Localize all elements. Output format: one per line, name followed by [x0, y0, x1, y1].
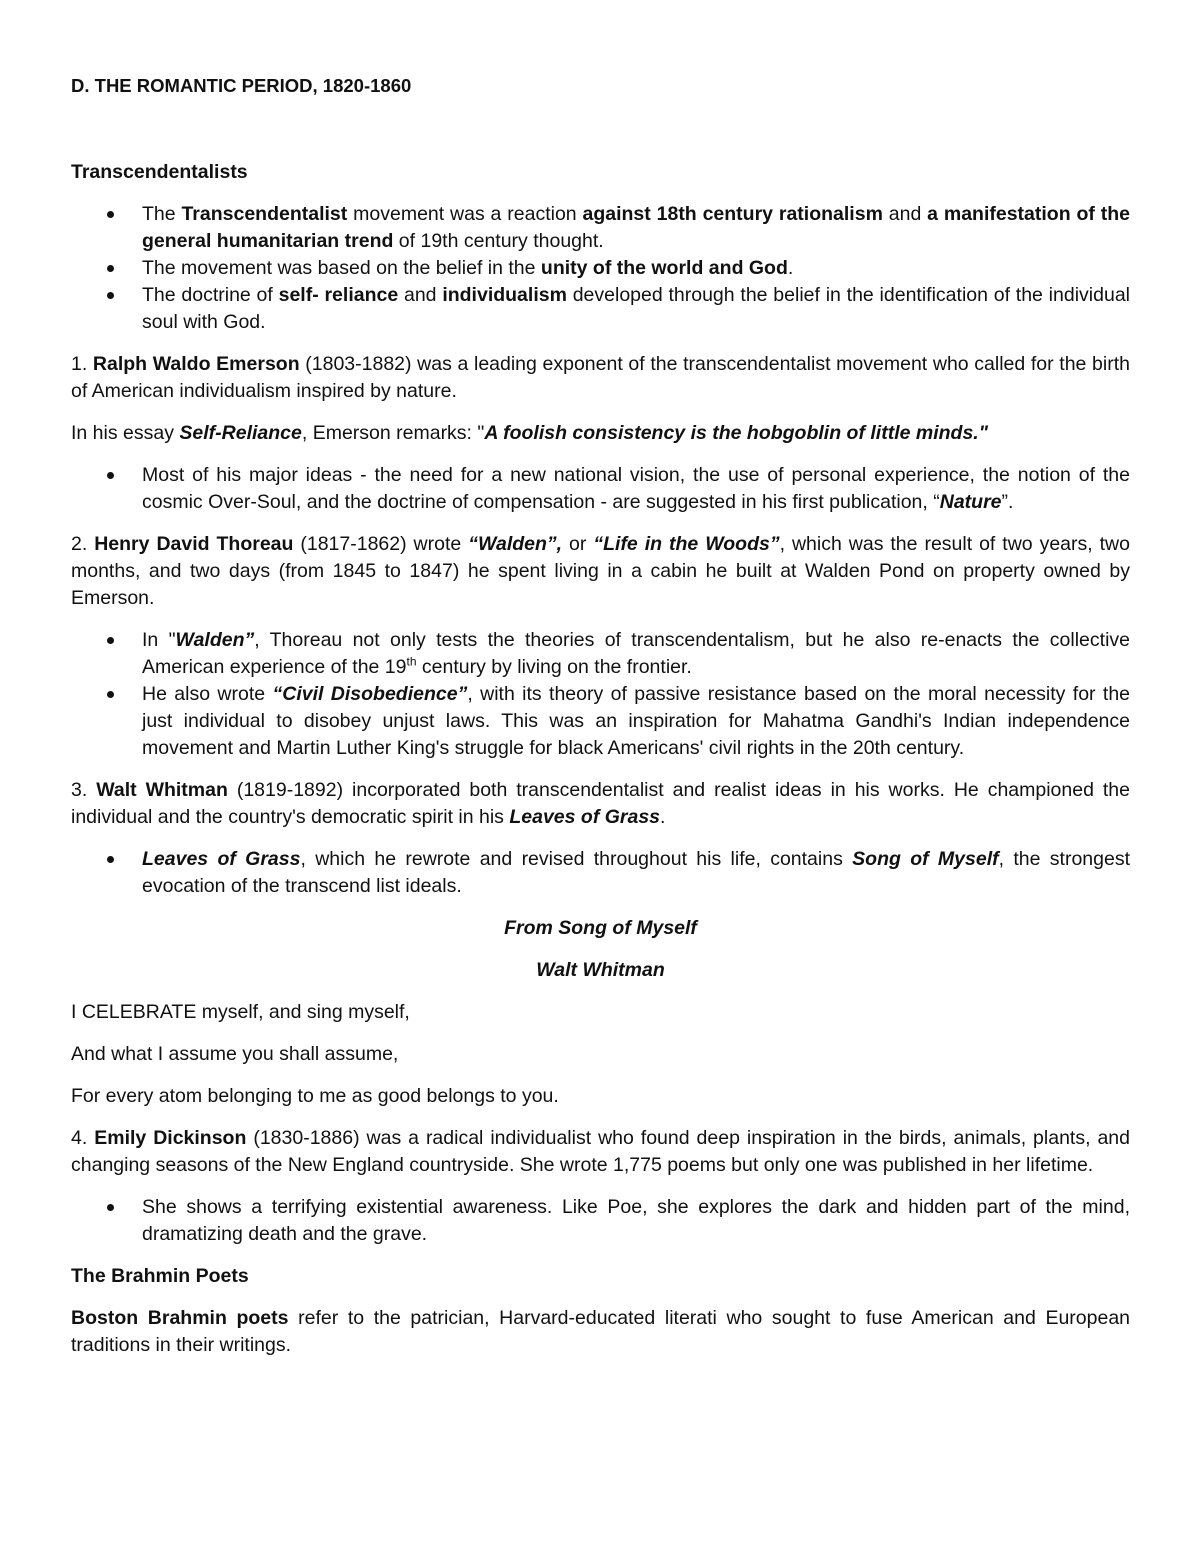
- emerson-quote: In his essay Self-Reliance, Emerson remarks: "A foolish consistency is the hobgoblin of little minds.": [71, 422, 988, 444]
- bullet-icon: [107, 1204, 114, 1211]
- bullet-icon: [107, 211, 114, 218]
- section-heading-transcendentalists: Transcendentalists: [71, 161, 248, 183]
- bullet-icon: [107, 856, 114, 863]
- section-heading-brahmin: The Brahmin Poets: [71, 1265, 249, 1287]
- poem-line: For every atom belonging to me as good belongs to you.: [71, 1085, 559, 1107]
- thoreau-paragraph: 2. Henry David Thoreau (1817-1862) wrote “Walden”, or “Life in the Woods”, which was the result of two years, two months, and two days (from 1845 to 1847) he spent living in a cabin he built at Walden Pond on property owned by Emerson.: [71, 533, 1130, 609]
- bullet-icon: [107, 292, 114, 299]
- whitman-list: [71, 846, 1130, 900]
- bullet-icon: [107, 691, 114, 698]
- poem-author: Walt Whitman: [536, 959, 665, 981]
- transcendentalists-list: [71, 201, 1130, 336]
- dickinson-list: [71, 1194, 1130, 1248]
- dickinson-paragraph: 4. Emily Dickinson (1830-1886) was a radical individualist who found deep inspiration in the birds, animals, plants, and changing seasons of the New England countryside. She wrote 1,775 poems but only one was published in her lifetime.: [71, 1127, 1130, 1176]
- poem-line: And what I assume you shall assume,: [71, 1043, 399, 1065]
- bullet-icon: [107, 265, 114, 272]
- list-item: She shows a terrifying existential awareness. Like Poe, she explores the dark and hidden part of the mind, dramatizing death and the grave.: [71, 1194, 1130, 1248]
- poem-title: From Song of Myself: [504, 917, 697, 939]
- emerson-paragraph: 1. Ralph Waldo Emerson (1803-1882) was a leading exponent of the transcendentalist movement who called for the birth of American individualism inspired by nature.: [71, 353, 1130, 402]
- emerson-list: [71, 462, 1130, 516]
- bullet-icon: [107, 472, 114, 479]
- list-item: The Transcendentalist movement was a reaction against 18th century rationalism and a manifestation of the general humanitarian trend of 19th century thought.: [71, 201, 1130, 255]
- list-item: The movement was based on the belief in the unity of the world and God.: [71, 255, 1130, 282]
- list-item: He also wrote “Civil Disobedience”, with its theory of passive resistance based on the moral necessity for the just individual to disobey unjust laws. This was an inspiration for Mahatma Gandhi's Indian independence movement and Martin Luther King's struggle for black Americans' civil rights in the 20th century.: [71, 681, 1130, 762]
- whitman-paragraph: 3. Walt Whitman (1819-1892) incorporated both transcendentalist and realist ideas in his works. He championed the individual and the country's democratic spirit in his Leaves of Grass.: [71, 779, 1130, 828]
- page-title: D. THE ROMANTIC PERIOD, 1820-1860: [71, 75, 412, 96]
- brahmin-paragraph: Boston Brahmin poets refer to the patrician, Harvard-educated literati who sought to fuse American and European traditions in their writings.: [71, 1307, 1131, 1356]
- list-item: Leaves of Grass, which he rewrote and revised throughout his life, contains Song of Myself, the strongest evocation of the transcend list ideals.: [71, 846, 1130, 900]
- thoreau-list: [71, 627, 1130, 762]
- list-item: The doctrine of self- reliance and individualism developed through the belief in the identification of the individual soul with God.: [71, 282, 1130, 336]
- bullet-icon: [107, 637, 114, 644]
- poem-line: I CELEBRATE myself, and sing myself,: [71, 1001, 410, 1023]
- list-item: Most of his major ideas - the need for a new national vision, the use of personal experience, the notion of the cosmic Over-Soul, and the doctrine of compensation - are suggested in his first publication, “Nature”.: [71, 462, 1130, 516]
- list-item: In "Walden”, Thoreau not only tests the theories of transcendentalism, but he also re-enacts the collective American experience of the 19th century by living on the frontier.: [71, 627, 1130, 681]
